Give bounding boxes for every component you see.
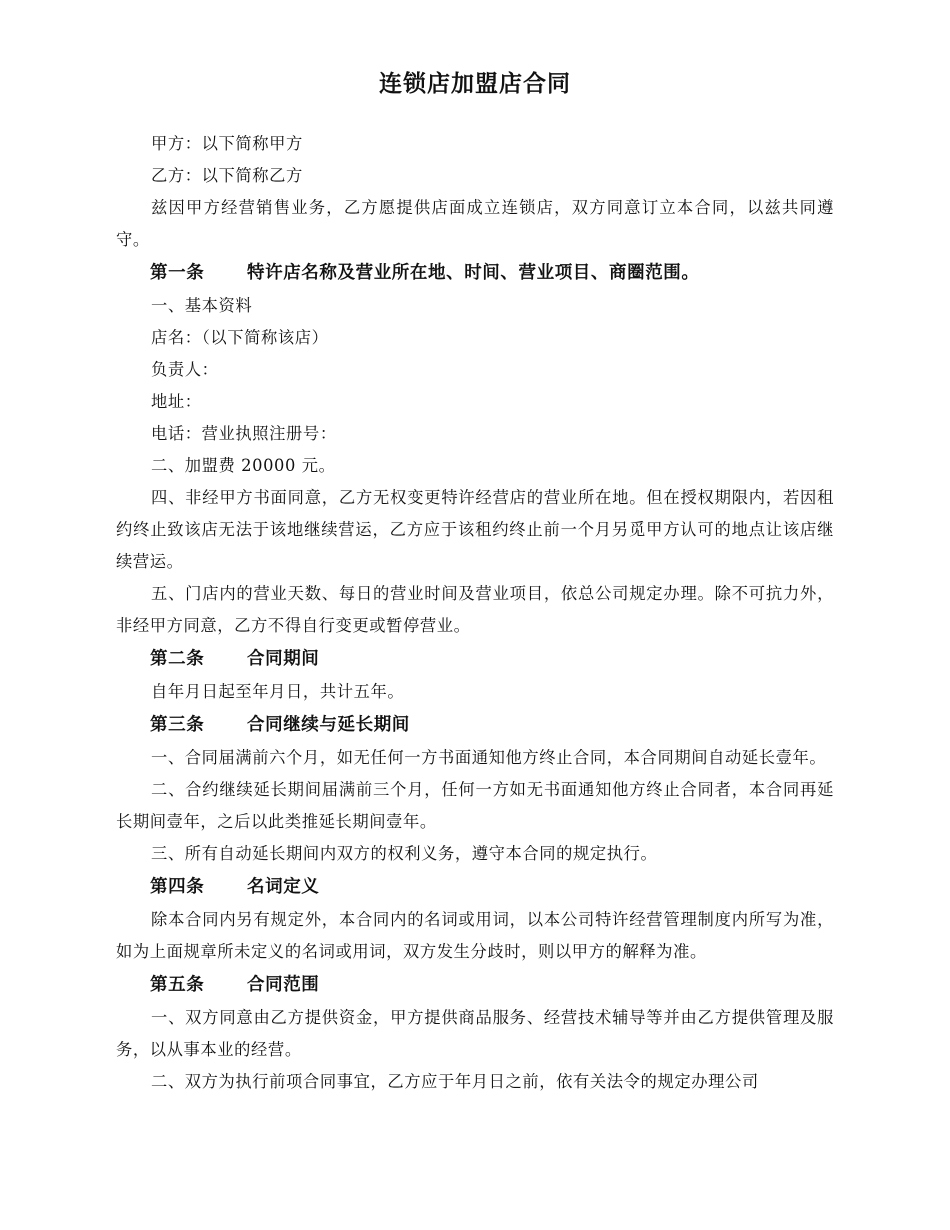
article-1-number: 第一条: [150, 263, 205, 283]
article-4-item: 除本合同内另有规定外，本合同内的名词或用词，以本公司特许经营管理制度内所写为准，如为上面规章所未定义的名词或用词，双方发生分歧时，则以甲方的解释为准。: [116, 910, 834, 961]
article-2-heading: [116, 642, 834, 676]
article-3-item: 二、合约继续延长期间届满前三个月，任何一方如无书面通知他方终止合同者，本合同再延长期间壹年，之后以此类推延长期间壹年。: [116, 780, 834, 831]
article-1-heading: [116, 256, 834, 290]
article-5-item: 二、双方为执行前项合同事宜，乙方应于年月日之前，依有关法令的规定办理公司: [151, 1072, 759, 1091]
article-3-number: 第三条: [150, 715, 205, 735]
article-1-item: 负责人：: [151, 360, 219, 379]
article-5-heading: [116, 968, 834, 1002]
article-1-title: 特许店名称及营业所在地、时间、营业项目、商圈范围。: [247, 263, 700, 283]
document-title: 连锁店加盟店合同: [379, 71, 571, 97]
article-2-item: 自年月日起至年月日，共计五年。: [151, 682, 405, 701]
article-1-item: 电话：营业执照注册号：: [151, 424, 337, 443]
article-1-item: 五、门店内的营业天数、每日的营业时间及营业项目，依总公司规定办理。除不可抗力外，非经甲方同意，乙方不得自行变更或暂停营业。: [116, 584, 834, 635]
contract-body: [116, 128, 834, 1098]
article-4-number: 第四条: [150, 877, 205, 897]
article-3-item: 三、所有自动延长期间内双方的权利义务，遵守本合同的规定执行。: [151, 844, 658, 863]
article-4-heading: [116, 870, 834, 904]
article-2-number: 第二条: [150, 649, 205, 669]
article-4-title: 名词定义: [247, 877, 320, 897]
article-3-heading: [116, 708, 834, 742]
article-3-item: 一、合同届满前六个月，如无任何一方书面通知他方终止合同，本合同期间自动延长壹年。: [151, 748, 827, 767]
article-3-title: 合同继续与延长期间: [247, 715, 410, 735]
article-1-item: 店名：（以下简称该店）: [151, 328, 329, 347]
article-1-item: 二、加盟费 20000 元。: [151, 456, 336, 475]
article-2-title: 合同期间: [247, 649, 320, 669]
article-1-item: 地址：: [151, 392, 202, 411]
article-5-item: 一、双方同意由乙方提供资金，甲方提供商品服务、经营技术辅导等并由乙方提供管理及服务，以从事本业的经营。: [116, 1008, 834, 1059]
article-1-item: 一、基本资料: [151, 296, 253, 315]
party-b-line: 乙方：以下简称乙方: [151, 166, 303, 185]
preamble-paragraph: 兹因甲方经营销售业务，乙方愿提供店面成立连锁店，双方同意订立本合同，以兹共同遵守。: [116, 198, 834, 249]
party-a-line: 甲方：以下简称甲方: [151, 134, 303, 153]
article-1-item: 四、非经甲方书面同意，乙方无权变更特许经营店的营业所在地。但在授权期限内，若因租约终止致该店无法于该地继续营运，乙方应于该租约终止前一个月另觅甲方认可的地点让该店继续营运。: [116, 488, 834, 571]
article-5-number: 第五条: [150, 975, 205, 995]
article-5-title: 合同范围: [247, 975, 320, 995]
